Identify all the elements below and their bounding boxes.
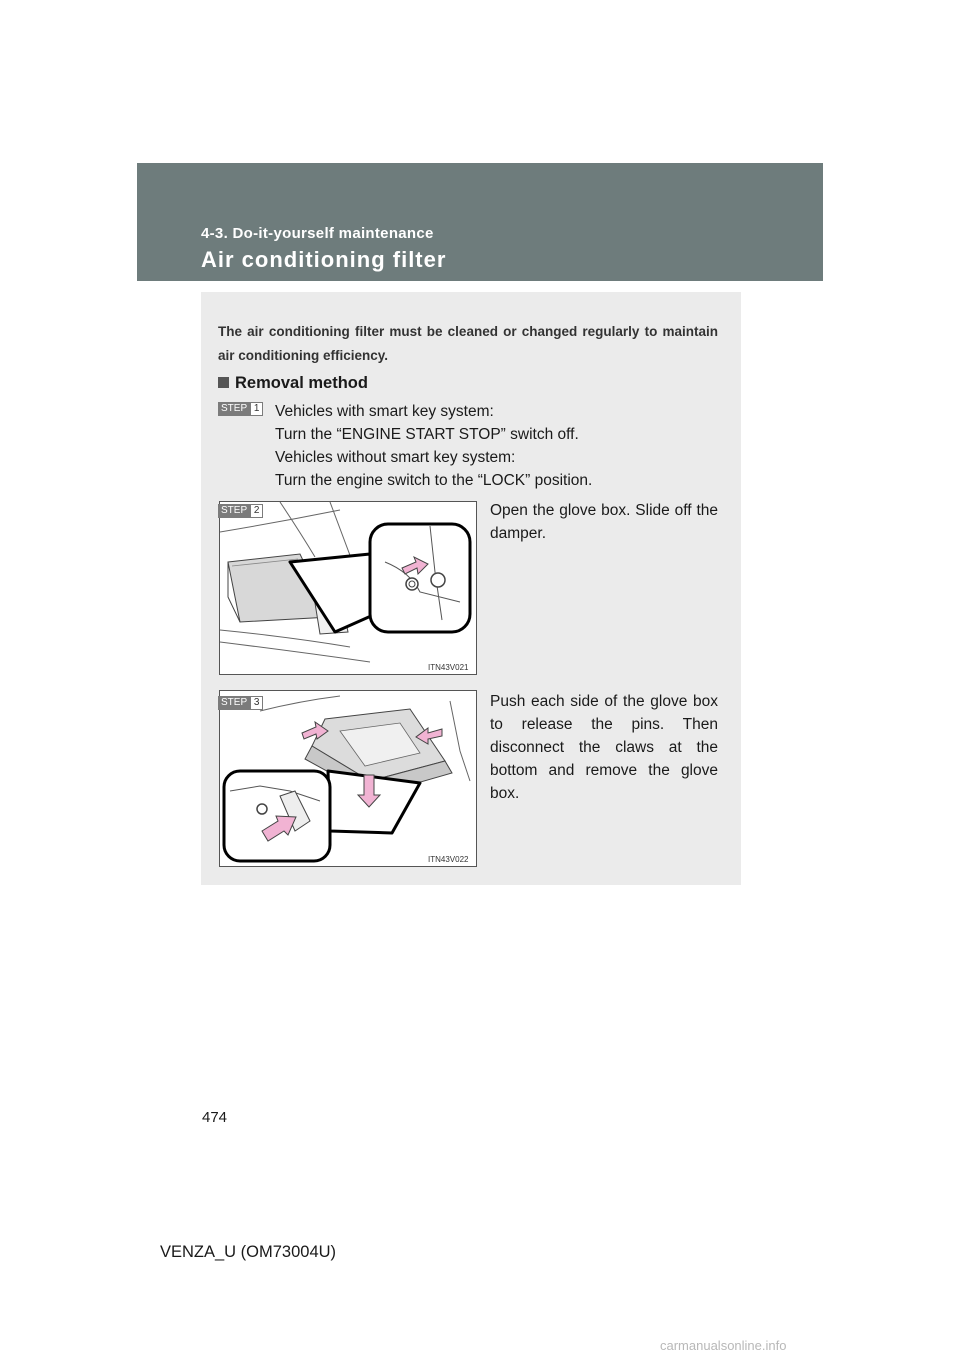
step-3-text: Push each side of the glove box to release the pins. Then disconnect the claws at the bottom and remove the glove box. xyxy=(490,693,718,802)
content-box xyxy=(201,292,741,885)
figure-code: ITN43V021 xyxy=(428,663,469,672)
square-bullet-icon xyxy=(218,377,229,388)
step-badge-number: 1 xyxy=(250,402,263,416)
step-1-line: Turn the “ENGINE START STOP” switch off. xyxy=(275,426,579,443)
page-title: Air conditioning filter xyxy=(201,247,447,272)
step-3-illustration xyxy=(219,690,477,867)
step-1-text xyxy=(275,400,592,492)
step-badge-word: STEP xyxy=(218,504,250,518)
document-id: VENZA_U (OM73004U) xyxy=(160,1243,337,1261)
header-band xyxy=(137,163,823,281)
step-badge-number: 2 xyxy=(250,504,263,518)
step-3-badge xyxy=(218,696,263,710)
step-1-line: Turn the engine switch to the “LOCK” position. xyxy=(275,472,593,489)
subheading xyxy=(218,374,368,393)
step-1-badge xyxy=(218,402,263,416)
step-2-illustration xyxy=(219,501,477,675)
step-badge-word: STEP xyxy=(218,402,250,416)
figure-code: ITN43V022 xyxy=(428,855,469,864)
step-1-line: Vehicles without smart key system: xyxy=(275,449,516,466)
section-label: 4-3. Do-it-yourself maintenance xyxy=(201,225,434,242)
step-1-line: Vehicles with smart key system: xyxy=(275,403,494,420)
page-number: 474 xyxy=(202,1109,228,1126)
intro-text: The air conditioning filter must be cleaned or changed regularly to maintain air conditioning efficiency. xyxy=(218,324,718,363)
step-badge-word: STEP xyxy=(218,696,250,710)
step-2-badge xyxy=(218,504,263,518)
watermark: carmanualsonline.info xyxy=(660,1338,787,1353)
step-2-text: Open the glove box. Slide off the damper. xyxy=(490,502,718,542)
step-badge-number: 3 xyxy=(250,696,263,710)
subheading-label: Removal method xyxy=(235,374,368,392)
